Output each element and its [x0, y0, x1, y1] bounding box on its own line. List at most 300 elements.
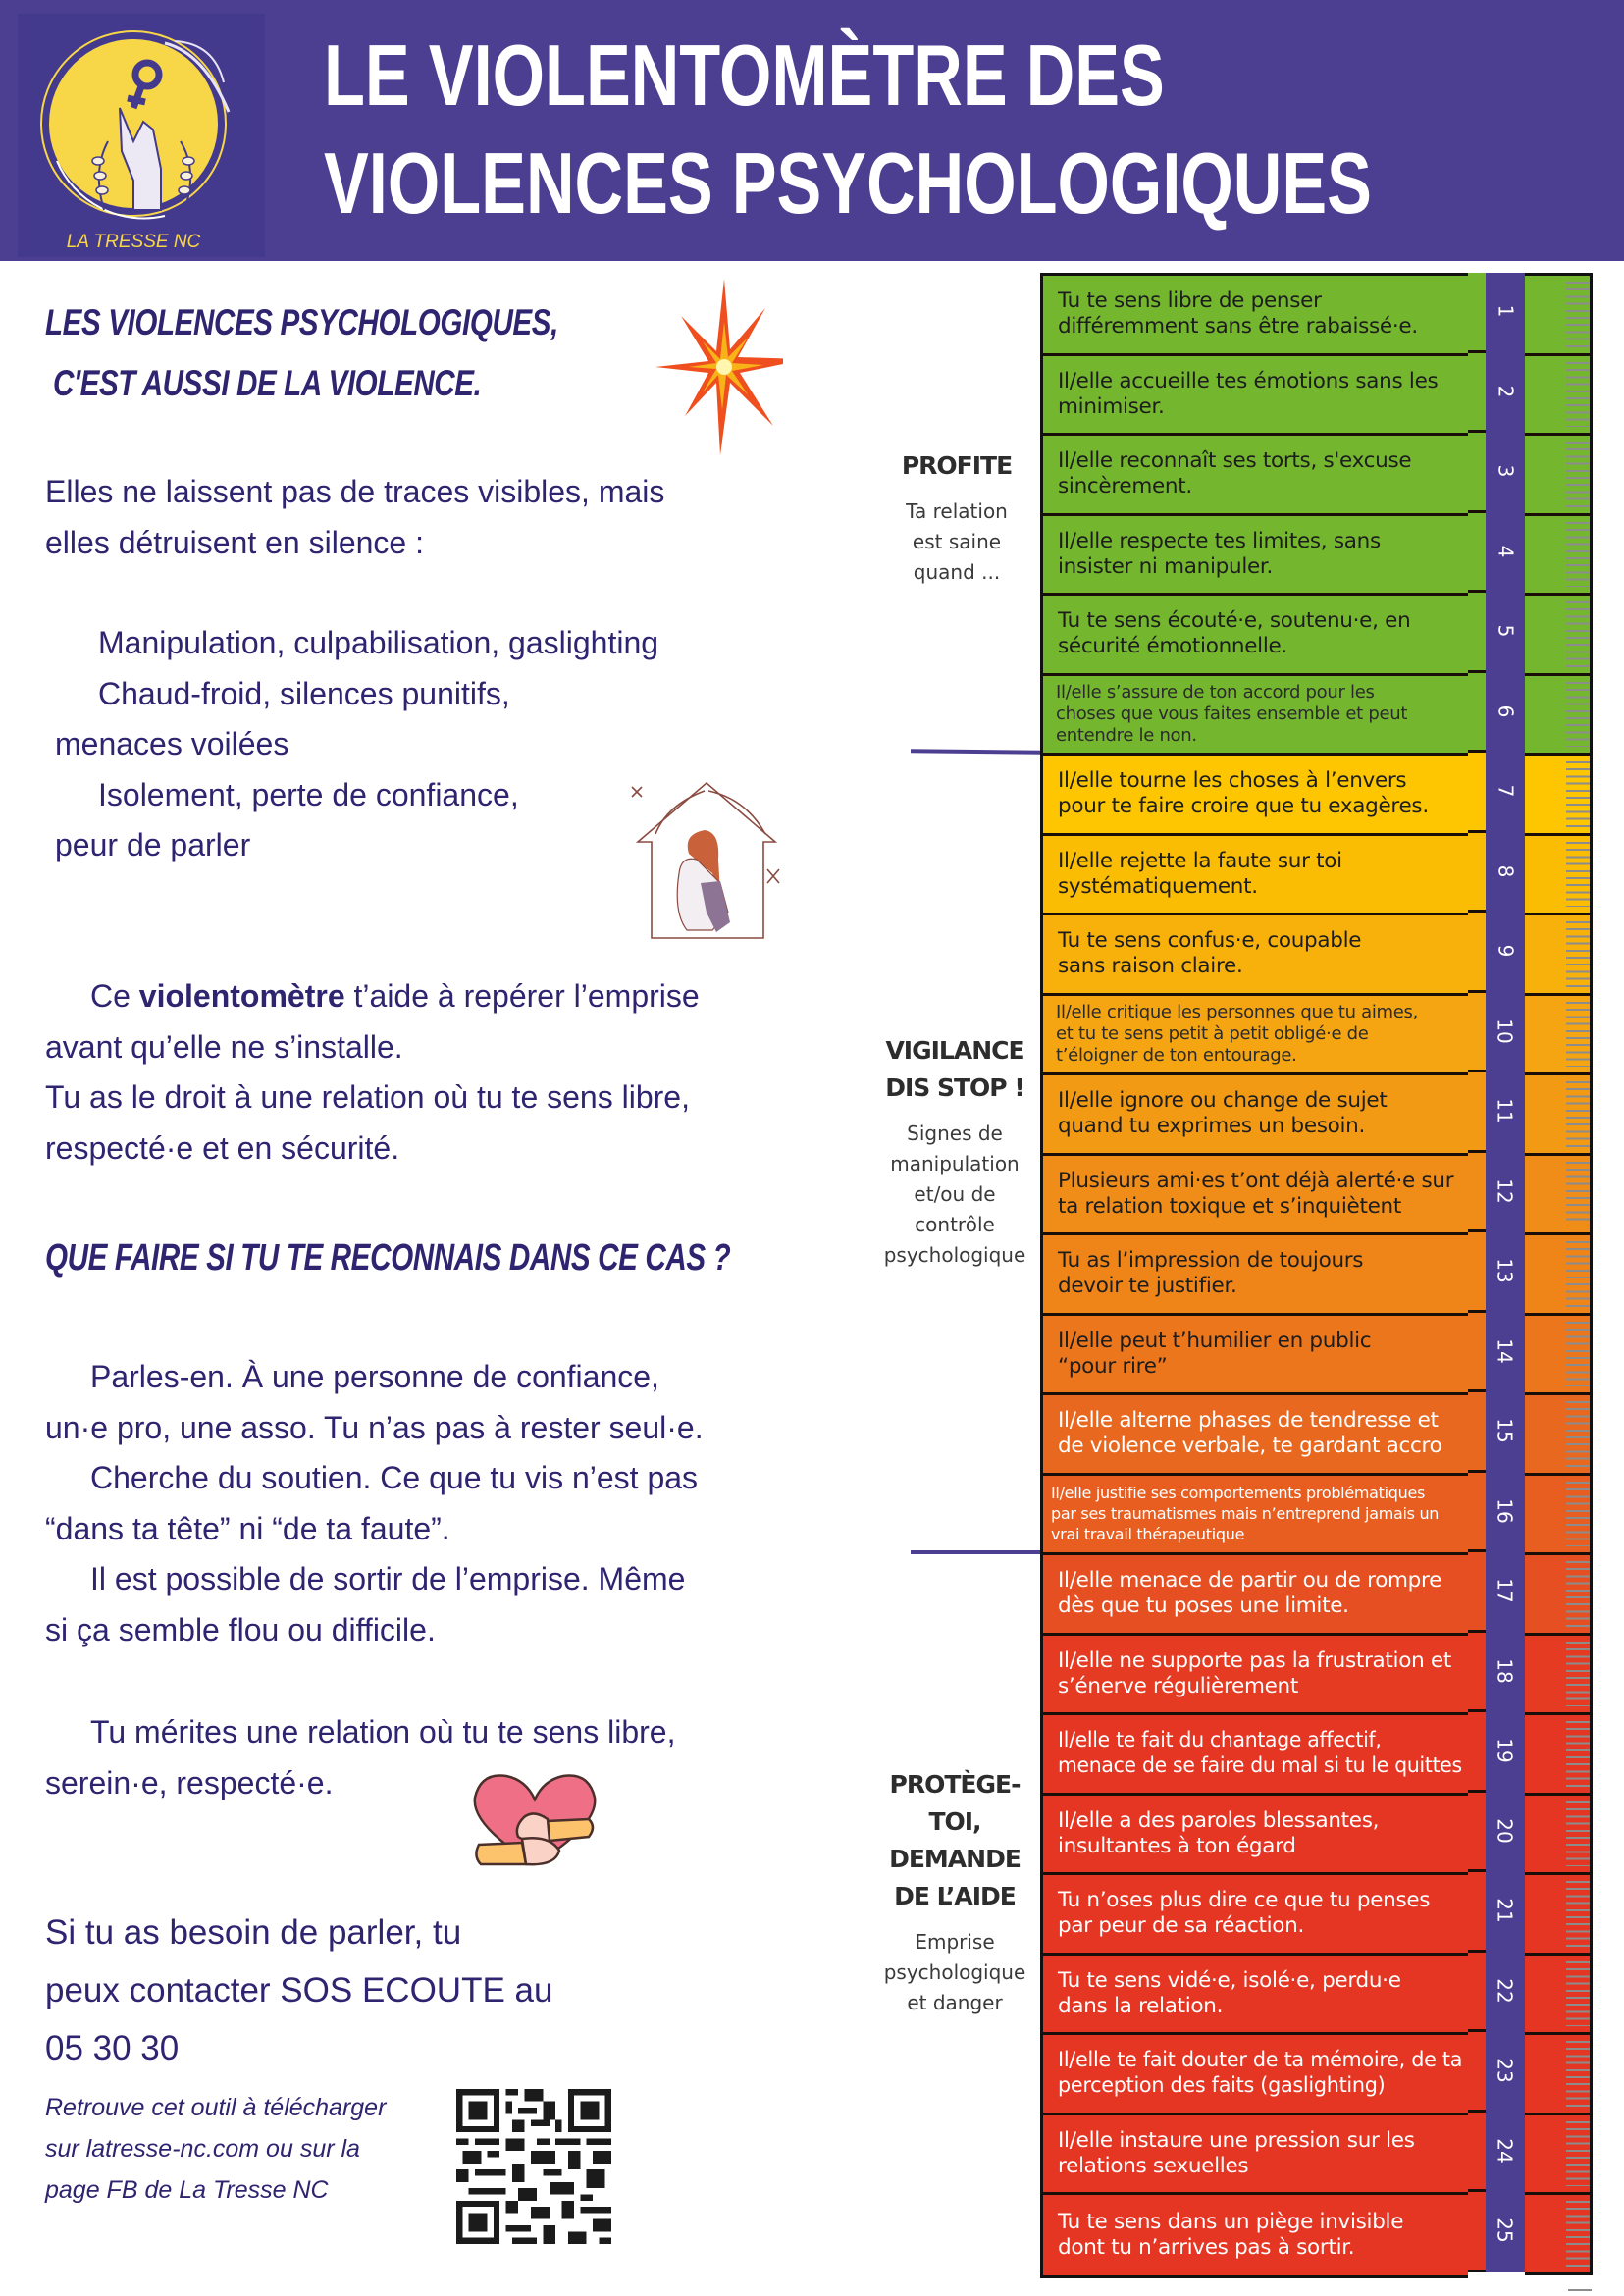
zone-subtitle-line: manipulation: [890, 1152, 1020, 1175]
scale-row-text: [1058, 288, 1418, 339]
level-label: 25: [1493, 2218, 1517, 2243]
level-label: 3: [1493, 464, 1517, 478]
scale-ruler-cell: [1525, 1956, 1590, 2036]
scale-level-number: [1486, 593, 1525, 673]
ruler-ticks: [1566, 2121, 1590, 2187]
intro-paragraph: [45, 467, 811, 568]
action-heading: QUE FAIRE SI TU TE RECONNAIS DANS CE CAS ?: [45, 1237, 731, 1278]
scale-row-line: Tu te sens dans un piège invisible: [1058, 2209, 1404, 2234]
level-label: 9: [1493, 944, 1517, 958]
scale-row-text: [1058, 1329, 1371, 1380]
level-label: 1: [1493, 304, 1517, 318]
scale-row-line: Il/elle te fait du chantage affectif,: [1058, 1728, 1382, 1753]
zone-title: PROFITE: [901, 451, 1013, 480]
scale-row-24: [1043, 2115, 1468, 2196]
scale-gap-cell: [1468, 993, 1486, 1073]
zone-subtitle-line: et danger: [907, 1991, 1003, 2014]
zone-subtitle-line: Ta relation: [906, 499, 1008, 523]
scale-row-line: Il/elle critique les personnes que tu aimes,: [1056, 1001, 1419, 1022]
scale-level-number: [1486, 993, 1525, 1073]
scale-level-number: [1486, 1633, 1525, 1713]
scale-row-line: dans la relation.: [1058, 1993, 1224, 2018]
intro-heading: [45, 292, 558, 414]
scale-row-line: dès que tu poses une limite.: [1058, 1593, 1349, 1619]
scale-row-line: différemment sans être rabaissé·e.: [1058, 314, 1418, 339]
scale-gap-cell: [1468, 273, 1486, 353]
scale-row-line: Il/elle ignore ou change de sujet: [1058, 1088, 1388, 1114]
scale-ruler-cell: [1525, 1395, 1590, 1476]
scale-row-line: sécurité émotionnelle.: [1058, 634, 1287, 659]
ruler-ticks: [1566, 442, 1590, 507]
scale-level-number: [1486, 1313, 1525, 1393]
scale-gap-cell: [1468, 1153, 1486, 1233]
zone-divider-pointer: [911, 1550, 1042, 1554]
scale-level-number: [1486, 1392, 1525, 1473]
scale-row-text: [1056, 1002, 1418, 1067]
scale-gap-cell: [1468, 673, 1486, 754]
scale-gap-cell: [1468, 1392, 1486, 1473]
action-line: Il est possible de sortir de l’emprise. Même: [90, 1561, 686, 1596]
zone-divider-pointer: [911, 749, 1042, 754]
scale-row-line: Il/elle menace de partir ou de rompre: [1058, 1568, 1442, 1593]
scale-ruler-cell: [1525, 596, 1590, 676]
scale-ruler-cell: [1525, 1796, 1590, 1876]
scale-row-line: Il/elle rejette la faute sur toi: [1058, 848, 1342, 873]
zone-title-line: DIS STOP !: [885, 1073, 1024, 1102]
scale-row-text: [1058, 1648, 1451, 1699]
scale-gap-cell: [1468, 1552, 1486, 1633]
scale-row-line: insister ni manipuler.: [1058, 553, 1274, 579]
scale-gap-cell: [1468, 513, 1486, 594]
scale-row-text: [1058, 768, 1429, 819]
ruler-ticks: [1566, 842, 1590, 908]
zone-title-line: PROTÈGE-: [889, 1770, 1021, 1799]
scale-level-number: [1486, 1232, 1525, 1313]
zone-subtitle-line: est saine: [912, 530, 1002, 553]
intro-paragraph-line-2: elles détruisent en silence :: [45, 524, 424, 560]
scale-row-12: [1043, 1156, 1468, 1236]
closing-paragraph: [45, 1707, 850, 1808]
scale-row-text: [1058, 1728, 1462, 1779]
scale-gap-cell: [1468, 1633, 1486, 1713]
scale-ruler-cell: [1525, 1715, 1590, 1796]
scale-row-line: Tu as l’impression de toujours: [1058, 1248, 1364, 1274]
isolated-person-illustration: [618, 765, 795, 942]
scale-ruler-cell: [1525, 676, 1590, 757]
scale-row-text: [1058, 529, 1381, 580]
page-title: [324, 22, 1372, 237]
scale-ruler-column: [1525, 273, 1593, 2275]
level-label: 15: [1493, 1418, 1517, 1443]
scale-gap-cell: [1468, 1232, 1486, 1313]
level-label: 18: [1493, 1658, 1517, 1684]
scale-row-line: menace de se faire du mal si tu le quittes: [1058, 1753, 1462, 1779]
scale-ruler-cell: [1525, 756, 1590, 836]
scale-level-number: [1486, 1953, 1525, 2033]
scale-row-line: sans raison claire.: [1058, 954, 1243, 979]
scale-gap-cell: [1468, 1072, 1486, 1153]
scale-gap-cell: [1468, 1793, 1486, 1873]
purpose-line-4: respecté·e et en sécurité.: [45, 1129, 400, 1166]
scale-ruler-cell: [1525, 836, 1590, 916]
scale-row-line: quand tu exprimes un besoin.: [1058, 1114, 1366, 1139]
ruler-ticks: [1566, 1002, 1590, 1068]
scale-row-text: [1058, 2048, 1462, 2099]
level-label: 8: [1493, 864, 1517, 878]
scale-gap-cell: [1468, 1712, 1486, 1793]
scale-row-15: [1043, 1395, 1468, 1476]
scale-row-19: [1043, 1715, 1468, 1796]
download-note: [45, 2087, 457, 2211]
contact-line-1: Si tu as besoin de parler, tu: [45, 1913, 462, 1952]
scale-gap-cell: [1468, 1953, 1486, 2033]
ruler-ticks: [1566, 1721, 1590, 1787]
zone-subtitle-line: quand ...: [913, 560, 1001, 584]
scale-level-number: [1486, 1552, 1525, 1633]
ruler-ticks: [1566, 1401, 1590, 1467]
scale-row-line: perception des faits (gaslighting): [1058, 2073, 1386, 2099]
scale-level-number: [1486, 833, 1525, 913]
scale-gap-cell: [1468, 433, 1486, 513]
level-label: 19: [1493, 1738, 1517, 1763]
logo-icon: [18, 14, 265, 257]
ruler-ticks: [1566, 761, 1590, 827]
zone-title-line: DE L’AIDE: [894, 1882, 1016, 1910]
scale-ruler-cell: [1525, 356, 1590, 437]
level-label: 22: [1493, 1978, 1517, 2004]
level-label: 12: [1493, 1178, 1517, 1204]
level-label: 5: [1493, 624, 1517, 638]
scale-row-line: Il/elle tourne les choses à l’envers: [1058, 768, 1407, 794]
zone-label-protege-toi: [881, 1766, 1028, 2018]
scale-row-7: [1043, 756, 1468, 836]
purpose-line-2: avant qu’elle ne s’installe.: [45, 1028, 403, 1065]
scale-row-line: s’énerve régulièrement: [1058, 1673, 1299, 1698]
intro-heading-line-1: LES VIOLENCES PSYCHOLOGIQUES,: [45, 302, 558, 342]
scale-ruler-cell: [1525, 1636, 1590, 1716]
scale-level-number: [1486, 913, 1525, 993]
level-label: 4: [1493, 545, 1517, 558]
scale-row-17: [1043, 1555, 1468, 1636]
zone-title-line: VIGILANCE: [885, 1036, 1024, 1065]
scale-level-number: [1486, 513, 1525, 594]
level-label: 17: [1493, 1578, 1517, 1603]
action-line: un·e pro, une asso. Tu n’as pas à rester seul·e.: [45, 1409, 704, 1445]
ruler-ticks: [1566, 1561, 1590, 1627]
level-label: 14: [1493, 1338, 1517, 1364]
scale-row-line: Il/elle a des paroles blessantes,: [1058, 1807, 1380, 1833]
scale-level-number: [1486, 1793, 1525, 1873]
scale-row-line: ta relation toxique et s’inquiètent: [1058, 1193, 1401, 1219]
scale-row-line: Tu te sens libre de penser: [1058, 288, 1322, 314]
scale-gap-cell: [1468, 1872, 1486, 1953]
zone-subtitle-line: psychologique: [883, 1960, 1026, 1984]
download-line-3: page FB de La Tresse NC: [45, 2176, 329, 2204]
burst-star-icon: [655, 279, 783, 455]
scale-row-line: Il/elle accueille tes émotions sans les: [1058, 368, 1439, 393]
scale-row-text: [1058, 369, 1438, 420]
level-label: 24: [1493, 2138, 1517, 2164]
scale-row-line: minimiser.: [1058, 393, 1165, 419]
scale-row-line: Tu te sens confus·e, coupable: [1058, 928, 1362, 954]
scale-ruler-cell: [1525, 1476, 1590, 1556]
zone-label-profite: [883, 447, 1030, 588]
scale-level-number: [1486, 753, 1525, 833]
closing-line-1: Tu mérites une relation où tu te sens libre,: [90, 1714, 676, 1749]
scale-row-20: [1043, 1796, 1468, 1876]
scale-row-text: [1058, 1248, 1363, 1299]
level-label: 7: [1493, 784, 1517, 798]
scale-row-line: devoir te justifier.: [1058, 1274, 1237, 1299]
zone-subtitle-line: contrôle: [915, 1213, 995, 1236]
list-item: Chaud-froid, silences punitifs,: [98, 675, 510, 711]
download-line-1: Retrouve cet outil à télécharger: [45, 2094, 387, 2121]
ruler-ticks: [1566, 1482, 1590, 1547]
zone-subtitle: [881, 1119, 1028, 1271]
ruler-ticks: [1566, 1322, 1590, 1387]
scale-ruler-cell: [1525, 1156, 1590, 1236]
scale-row-2: [1043, 356, 1468, 437]
phone-number[interactable]: 05 30 30: [45, 2029, 180, 2067]
scale-ruler-cell: [1525, 915, 1590, 996]
scale-ruler-cell: [1525, 2115, 1590, 2196]
scale-row-text: [1058, 1808, 1379, 1859]
scale-row-line: par peur de sa réaction.: [1058, 1913, 1304, 1939]
list-item-continuation: peur de parler: [55, 827, 251, 862]
la-tresse-logo: [18, 14, 265, 257]
intro-paragraph-line-1: Elles ne laissent pas de traces visibles, mais: [45, 474, 665, 509]
scale-level-number: [1486, 1072, 1525, 1153]
zone-subtitle-line: Emprise: [915, 1930, 995, 1954]
scale-row-line: choses que vous faites ensemble et peut: [1056, 703, 1408, 724]
scale-row-line: par ses traumatismes mais n’entreprend jamais un: [1051, 1504, 1440, 1524]
scale-row-22: [1043, 1956, 1468, 2036]
scale-gap-cell: [1468, 353, 1486, 434]
zone-subtitle-line: Signes de: [907, 1122, 1003, 1145]
intro-heading-line-2: C'EST AUSSI DE LA VIOLENCE.: [53, 363, 482, 403]
scale-row-text: [1058, 1888, 1430, 1939]
action-line: si ça semble flou ou difficile.: [45, 1611, 436, 1647]
scale-ruler-cell: [1525, 2035, 1590, 2115]
scale-row-10: [1043, 996, 1468, 1076]
zone-title-line: DEMANDE: [889, 1845, 1021, 1873]
purpose-line-1: [45, 971, 830, 1022]
level-label: 11: [1493, 1098, 1517, 1123]
qr-code[interactable]: [456, 2088, 611, 2245]
zone-title-line: TOI,: [928, 1807, 981, 1836]
scale-ruler-cell: [1525, 1555, 1590, 1636]
scale-row-line: Tu te sens vidé·e, isolé·e, perdu·e: [1058, 1967, 1401, 1993]
violentometre-scale: [1040, 273, 1468, 2278]
zone-subtitle-line: psychologique: [883, 1243, 1026, 1267]
scale-gap-cell: [1468, 1473, 1486, 1553]
closing-line-2: serein·e, respecté·e.: [45, 1764, 334, 1800]
level-label: 23: [1493, 2058, 1517, 2083]
level-label: 16: [1493, 1498, 1517, 1524]
scale-row-line: insultantes à ton égard: [1058, 1833, 1296, 1858]
scale-gap-cell: [1468, 2192, 1486, 2272]
logo-text: LA TRESSE NC: [66, 232, 201, 252]
ruler-ticks: [1566, 1801, 1590, 1867]
heart-hug-icon: [461, 1766, 608, 1874]
scale-row-4: [1043, 516, 1468, 597]
action-paragraph: [45, 1352, 850, 1655]
scale-gap-cell: [1468, 753, 1486, 833]
contact-line-2: peux contacter SOS ECOUTE au: [45, 1971, 553, 2009]
scale-row-14: [1043, 1316, 1468, 1396]
scale-level-number: [1486, 1712, 1525, 1793]
scale-row-6: [1043, 676, 1468, 757]
scale-level-number: [1486, 2192, 1525, 2272]
scale-row-text: [1058, 1968, 1401, 2019]
title-line-1: LE VIOLENTOMÈTRE DES: [324, 26, 1165, 124]
list-item-continuation: menaces voilées: [55, 726, 289, 761]
scale-row-25: [1043, 2195, 1468, 2275]
purpose-paragraph: [45, 971, 830, 1174]
ruler-ticks: [1566, 1241, 1590, 1307]
scale-gap-cell: [1468, 2113, 1486, 2193]
scale-row-line: Il/elle alterne phases de tendresse et: [1058, 1408, 1439, 1434]
scale-row-text: [1058, 1568, 1441, 1619]
scale-row-line: de violence verbale, te gardant accro: [1058, 1434, 1442, 1459]
scale-row-line: entendre le non.: [1056, 724, 1197, 746]
scale-row-text: [1058, 849, 1342, 900]
scale-row-line: Il/elle instaure une pression sur les: [1058, 2127, 1415, 2153]
ruler-ticks: [1566, 921, 1590, 987]
scale-row-9: [1043, 915, 1468, 996]
scale-row-text: [1051, 1483, 1439, 1544]
ruler-ticks: [1566, 1162, 1590, 1227]
ruler-ticks: [1566, 522, 1590, 588]
scale-gap-cell: [1468, 593, 1486, 673]
ruler-ticks: [1566, 1961, 1590, 2027]
scale-level-number: [1486, 2032, 1525, 2113]
sos-contact: [45, 1904, 673, 2077]
scale-row-5: [1043, 596, 1468, 676]
scale-row-line: Il/elle te fait douter de ta mémoire, de ta: [1058, 2048, 1463, 2073]
scale-ruler-cell: [1525, 516, 1590, 597]
scale-ruler-cell: [1525, 276, 1590, 356]
scale-gap-cell: [1468, 913, 1486, 993]
scale-row-line: “pour rire”: [1058, 1353, 1168, 1379]
scale-row-line: Il/elle justifie ses comportements problématiques: [1051, 1484, 1426, 1503]
scale-row-text: [1056, 682, 1407, 747]
scale-row-line: sincèrement.: [1058, 474, 1192, 499]
title-line-2: VIOLENCES PSYCHOLOGIQUES: [324, 134, 1372, 232]
zone-label-vigilance: [881, 1032, 1028, 1271]
ruler-ticks: [1566, 1881, 1590, 1947]
scale-row-line: et tu te sens petit à petit obligé·e de: [1056, 1022, 1369, 1044]
scale-ruler-cell: [1525, 436, 1590, 516]
ruler-ticks: [1566, 362, 1590, 428]
scale-row-line: systématiquement.: [1058, 873, 1258, 899]
scale-level-number: [1486, 433, 1525, 513]
scale-gap-cell: [1468, 2032, 1486, 2113]
ruler-ticks: [1566, 601, 1590, 667]
level-label: 10: [1493, 1018, 1517, 1044]
ruler-ticks: [1566, 1642, 1590, 1707]
scale-gap-cell: [1468, 833, 1486, 913]
scale-row-line: pour te faire croire que tu exagères.: [1058, 794, 1429, 819]
ruler-ticks: [1566, 282, 1590, 347]
violentometre-keyword: violentomètre: [138, 978, 345, 1014]
level-label: 13: [1493, 1258, 1517, 1283]
scale-row-text: [1058, 928, 1361, 979]
ruler-ticks: [1566, 2041, 1590, 2107]
zone-subtitle: [881, 1927, 1028, 2018]
scale-row-line: Tu n’oses plus dire ce que tu penses: [1058, 1888, 1431, 1913]
header-banner: [0, 0, 1624, 261]
ruler-tick: [1568, 2289, 1592, 2291]
scale-row-text: [1058, 1408, 1441, 1459]
scale-row-text: [1058, 2210, 1403, 2261]
scale-row-line: Il/elle respecte tes limites, sans: [1058, 528, 1381, 553]
scale-ruler-cell: [1525, 2195, 1590, 2275]
scale-row-line: Tu te sens écouté·e, soutenu·e, en: [1058, 608, 1411, 634]
scale-ruler-cell: [1525, 1316, 1590, 1396]
scale-row-text: [1058, 1088, 1387, 1139]
scale-row-3: [1043, 436, 1468, 516]
action-line: Cherche du soutien. Ce que tu vis n’est pas: [90, 1460, 699, 1495]
scale-level-number: [1486, 1473, 1525, 1553]
level-label: 21: [1493, 1898, 1517, 1923]
scale-row-text: [1058, 448, 1411, 499]
level-label: 6: [1493, 704, 1517, 718]
scale-row-16: [1043, 1476, 1468, 1556]
level-label: 2: [1493, 385, 1517, 398]
scale-row-text: [1058, 2128, 1415, 2179]
scale-gap-column: [1468, 273, 1486, 2272]
scale-row-13: [1043, 1235, 1468, 1316]
scale-level-number: [1486, 1872, 1525, 1953]
scale-row-line: vrai travail thérapeutique: [1051, 1525, 1245, 1544]
scale-ruler-cell: [1525, 1235, 1590, 1316]
purpose-line-3: Tu as le droit à une relation où tu te sens libre,: [45, 1079, 690, 1115]
scale-row-line: dont tu n’arrives pas à sortir.: [1058, 2234, 1355, 2260]
zone-title: [881, 1766, 1028, 1915]
zone-subtitle: [883, 496, 1030, 588]
list-item: Manipulation, culpabilisation, gaslighting: [98, 625, 659, 660]
scale-row-line: Il/elle s’assure de ton accord pour les: [1056, 681, 1375, 703]
zone-title: [881, 1032, 1028, 1107]
ruler-ticks: [1566, 2201, 1590, 2267]
scale-row-line: relations sexuelles: [1058, 2153, 1249, 2178]
scale-row-text: [1058, 1169, 1453, 1220]
download-line-2: sur latresse-nc.com ou sur la: [45, 2135, 360, 2163]
scale-level-number: [1486, 673, 1525, 754]
level-label: 20: [1493, 1818, 1517, 1844]
purpose-prefix: Ce: [90, 978, 139, 1014]
ruler-ticks: [1566, 1081, 1590, 1147]
purpose-suffix: t’aide à repérer l’emprise: [344, 978, 700, 1014]
scale-row-line: Il/elle peut t’humilier en public: [1058, 1328, 1372, 1353]
scale-row-8: [1043, 836, 1468, 916]
scale-row-text: [1058, 608, 1410, 659]
scale-row-1: [1043, 276, 1468, 356]
scale-ruler-cell: [1525, 1875, 1590, 1956]
scale-gap-cell: [1468, 1313, 1486, 1393]
scale-row-line: Il/elle ne supporte pas la frustration et: [1058, 1647, 1451, 1673]
scale-row-line: Plusieurs ami·es t’ont déjà alerté·e sur: [1058, 1168, 1454, 1193]
scale-row-21: [1043, 1875, 1468, 1956]
list-item: Isolement, perte de confiance,: [98, 776, 519, 812]
action-line: Parles-en. À une personne de confiance,: [90, 1359, 659, 1394]
scale-number-column: [1486, 273, 1525, 2272]
scale-level-number: [1486, 273, 1525, 353]
action-line: “dans ta tête” ni “de ta faute”.: [45, 1510, 450, 1546]
scale-row-line: Il/elle reconnaît ses torts, s'excuse: [1058, 448, 1412, 474]
scale-row-line: t’éloigner de ton entourage.: [1056, 1044, 1297, 1066]
